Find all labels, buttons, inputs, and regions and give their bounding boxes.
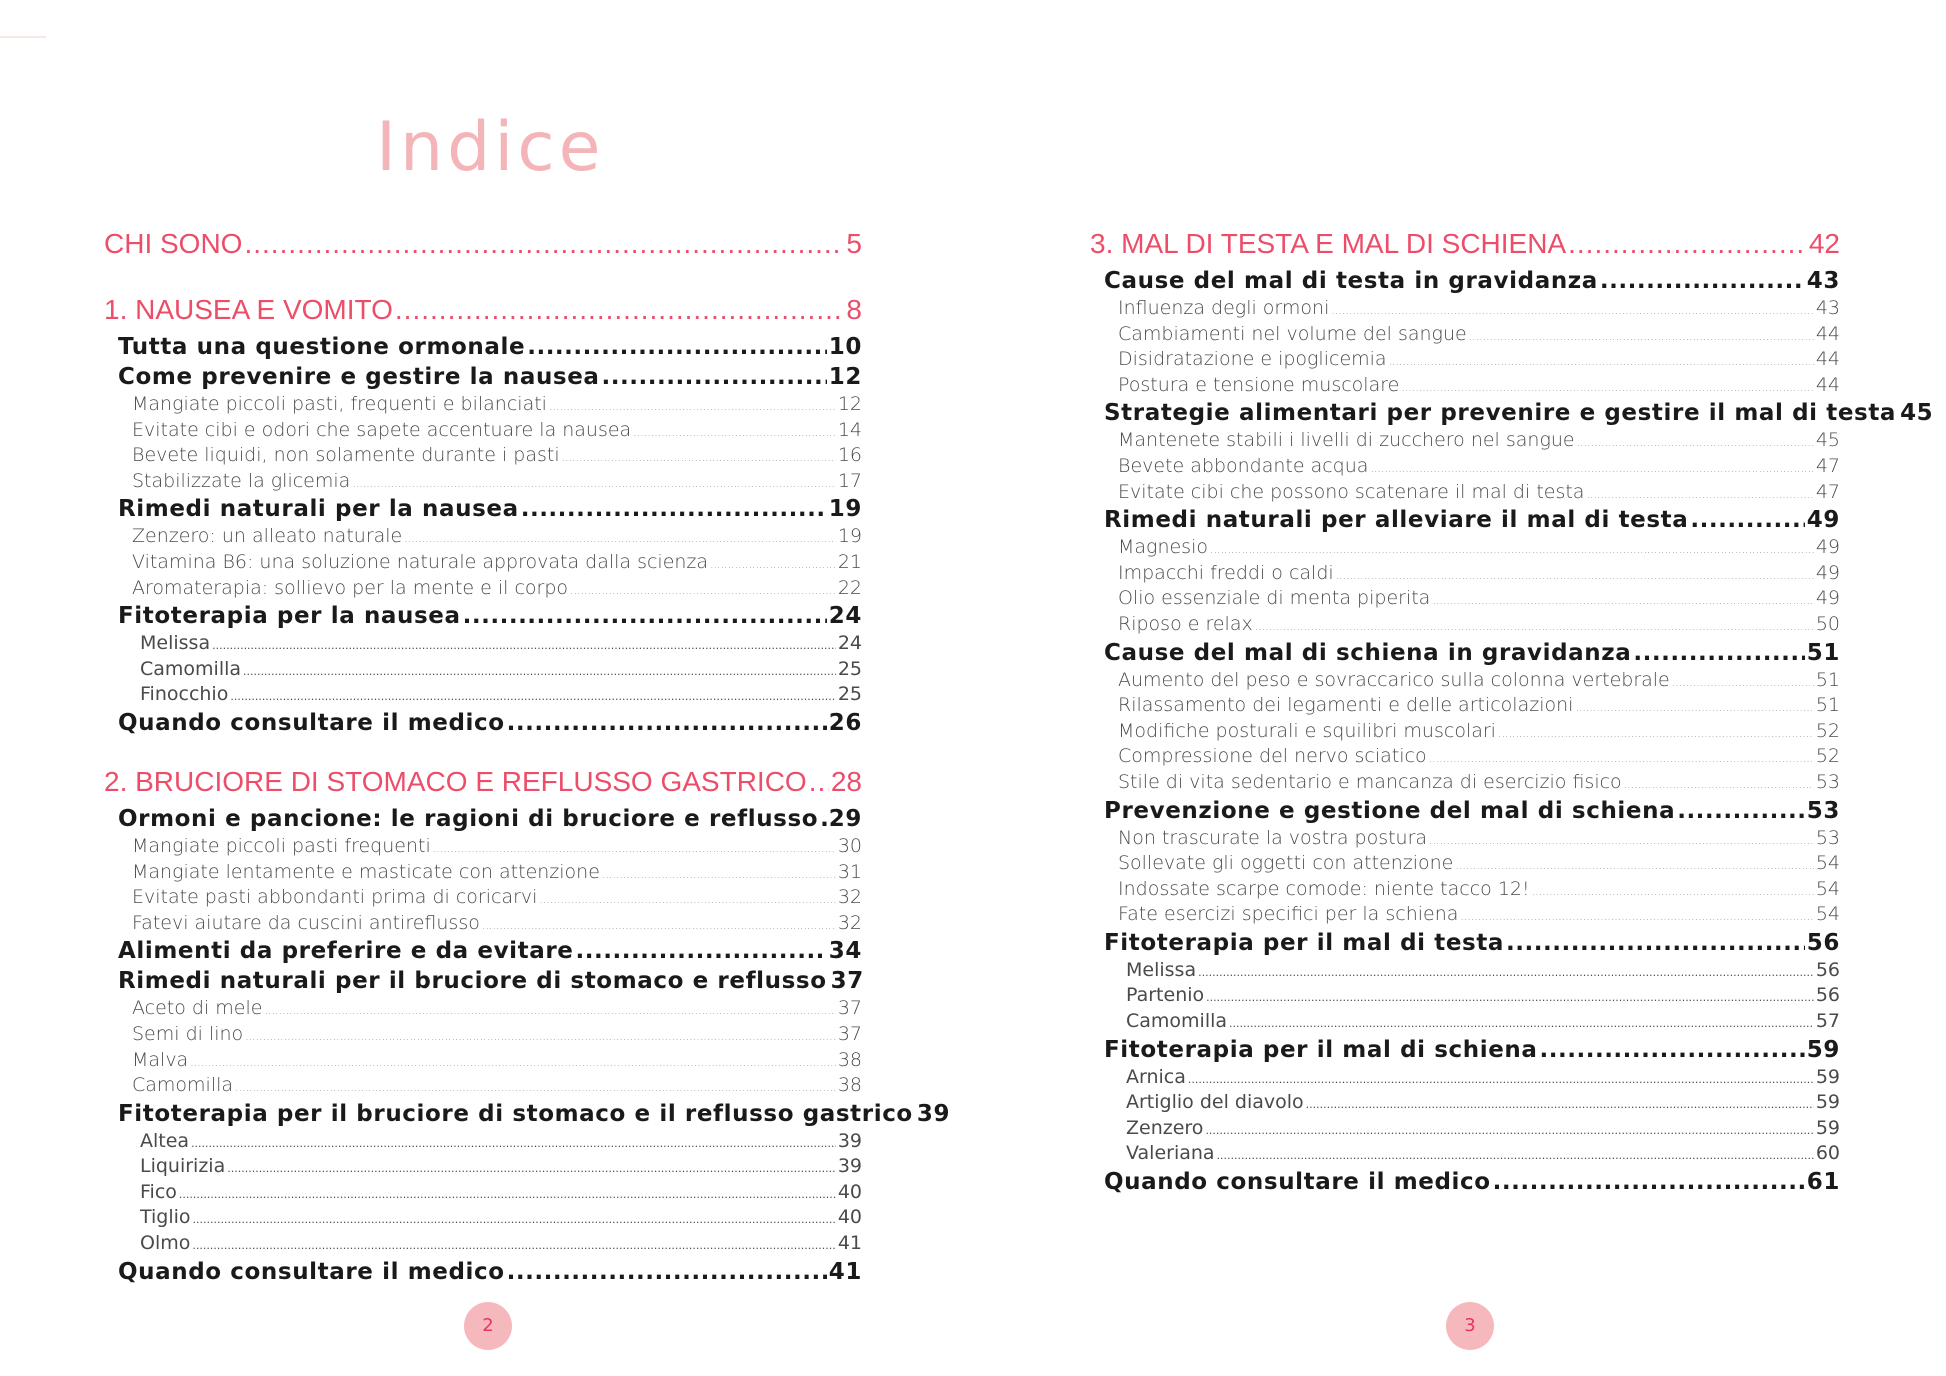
toc-entry-level-2[interactable] — [1090, 1167, 1840, 1197]
dot-leader — [395, 288, 845, 332]
toc-entry-title: Rilassamento dei legamenti e delle articolazioni — [1118, 694, 1574, 717]
toc-entry-level-4[interactable] — [104, 631, 862, 657]
toc-entry-page: 60 — [1815, 1142, 1840, 1165]
toc-entry-page: 16 — [837, 444, 862, 467]
toc-entry-page: 51 — [1815, 668, 1840, 691]
toc-entry-title: Alimenti da preferire e da evitare — [118, 938, 574, 965]
dot-leader — [1577, 428, 1814, 456]
toc-entry-title: Evitate cibi che possono scatenare il mal di testa — [1118, 480, 1585, 503]
toc-entry-page: 52 — [1815, 745, 1840, 768]
toc-entry-title: Fitoterapia per il mal di testa — [1104, 929, 1505, 956]
toc-entry-level-2[interactable] — [104, 1099, 951, 1129]
toc-right — [1090, 222, 1934, 1197]
dot-leader — [1460, 902, 1813, 930]
toc-entry-title: Malva — [132, 1048, 189, 1071]
dot-leader — [570, 576, 836, 604]
toc-entry-title: Come prevenire e gestire la nausea — [118, 364, 600, 390]
toc-entry-title: 2. BRUCIORE DI STOMACO E REFLUSSO GASTRICO — [104, 765, 807, 797]
toc-entry-page: 47 — [1815, 454, 1840, 477]
dot-leader — [1198, 958, 1814, 986]
toc-entry-page: 41 — [828, 1258, 862, 1285]
toc-entry-page: 52 — [1815, 719, 1840, 742]
toc-entry-page: 40 — [837, 1206, 862, 1229]
toc-entry-title: Magnesio — [1118, 536, 1208, 559]
toc-entry-title: Semi di lino — [132, 1022, 244, 1045]
toc-entry-title: Non trascurate la vostra postura — [1118, 826, 1428, 849]
toc-entry-title: Olio essenziale di menta piperita — [1118, 587, 1431, 610]
dot-leader — [404, 524, 836, 552]
toc-entry-page: 56 — [1806, 929, 1840, 956]
dot-leader — [562, 443, 836, 471]
toc-entry-title: Valeriana — [1126, 1142, 1215, 1165]
toc-entry-level-4[interactable] — [104, 1231, 862, 1257]
toc-entry-page: 17 — [837, 469, 862, 492]
dot-leader — [1331, 296, 1813, 324]
toc-entry-level-2[interactable] — [104, 708, 862, 738]
dot-leader — [809, 760, 829, 804]
toc-entry-level-3[interactable] — [104, 885, 862, 911]
toc-entry-title: Camomilla — [1126, 1010, 1228, 1033]
dot-leader — [507, 1257, 827, 1287]
dot-leader — [1306, 1090, 1814, 1118]
toc-entry-title: Vitamina B6: una soluzione naturale approvata dalla scienza — [132, 550, 709, 573]
toc-entry-title: Strategie alimentari per prevenire e gestire il mal di testa — [1104, 400, 1897, 427]
toc-entry-page: 59 — [1815, 1065, 1840, 1088]
toc-entry-title: Fitoterapia per il mal di schiena — [1104, 1036, 1538, 1063]
toc-entry-page: 44 — [1815, 373, 1840, 396]
toc-entry-level-1[interactable] — [104, 222, 862, 266]
toc-entry-level-3[interactable] — [1090, 877, 1840, 903]
toc-entry-page: 59 — [1815, 1091, 1840, 1114]
dot-leader — [235, 1073, 836, 1101]
dot-leader — [1469, 322, 1814, 350]
dot-leader — [433, 834, 836, 862]
dot-leader — [192, 1231, 835, 1259]
toc-entry-title: Fate esercizi specifici per la schiena — [1118, 903, 1459, 926]
toc-entry-title: Fico — [140, 1180, 177, 1203]
dot-leader — [193, 1205, 836, 1233]
toc-entry-level-2[interactable] — [1090, 796, 1840, 826]
toc-entry-level-2[interactable] — [104, 601, 862, 631]
toc-entry-title: Tutta una questione ormonale — [118, 334, 526, 360]
toc-entry-title: Stile di vita sedentario e mancanza di esercizio fisico — [1118, 770, 1622, 793]
toc-entry-level-3[interactable] — [1090, 902, 1840, 928]
toc-entry-page: 32 — [837, 886, 862, 909]
toc-entry-level-3[interactable] — [1090, 480, 1840, 506]
toc-entry-page: 54 — [1815, 877, 1840, 900]
dot-leader — [521, 494, 827, 524]
dot-leader — [230, 682, 835, 710]
toc-entry-title: Impacchi freddi o caldi — [1118, 561, 1334, 584]
toc-entry-page: 51 — [1815, 694, 1840, 717]
toc-entry-title: Rimedi naturali per la nausea — [118, 496, 519, 523]
toc-entry-level-3[interactable] — [104, 1022, 862, 1048]
toc-left — [104, 222, 951, 1287]
dot-leader — [1493, 1167, 1805, 1197]
toc-entry-level-2[interactable] — [104, 804, 862, 834]
toc-entry-level-2[interactable] — [104, 332, 862, 362]
toc-entry-level-3[interactable] — [104, 576, 862, 602]
dot-leader — [227, 1154, 836, 1182]
dot-leader — [1677, 796, 1805, 826]
toc-entry-page: 32 — [837, 911, 862, 934]
dot-leader — [1370, 454, 1813, 482]
toc-entry-page: 53 — [1806, 797, 1840, 824]
dot-leader — [1506, 928, 1805, 958]
toc-entry-title: Artiglio del diavolo — [1126, 1091, 1304, 1114]
dot-leader — [527, 332, 827, 362]
toc-entry-page: 49 — [1815, 587, 1840, 610]
toc-entry-level-4[interactable] — [1090, 958, 1840, 984]
toc-entry-page: 45 — [1900, 400, 1934, 427]
toc-entry-title: Evitate pasti abbondanti prima di coricarvi — [132, 886, 538, 909]
toc-entry-level-3[interactable] — [104, 418, 862, 444]
toc-entry-title: Indossate scarpe comode: niente tacco 12! — [1118, 877, 1530, 900]
toc-entry-title: Sollevate gli oggetti con attenzione — [1118, 852, 1454, 875]
toc-entry-page: 30 — [837, 834, 862, 857]
toc-entry-level-3[interactable] — [1090, 535, 1840, 561]
toc-entry-level-3[interactable] — [1090, 668, 1840, 694]
toc-entry-level-2[interactable] — [1090, 638, 1840, 668]
toc-entry-title: Arnica — [1126, 1065, 1186, 1088]
toc-entry-title: Mangiate piccoli pasti, frequenti e bilanciati — [132, 393, 547, 415]
toc-entry-page: 26 — [828, 709, 862, 736]
toc-entry-page: 49 — [1815, 536, 1840, 559]
dot-leader — [1401, 373, 1814, 401]
toc-entry-level-2[interactable] — [1090, 928, 1840, 958]
dot-leader — [1336, 561, 1814, 589]
toc-entry-level-3[interactable] — [1090, 719, 1840, 745]
dot-leader — [1586, 480, 1813, 508]
toc-entry-title: Cambiamenti nel volume del sangue — [1118, 322, 1467, 345]
toc-entry-title: Melissa — [1126, 958, 1197, 981]
toc-entry-title: Aceto di mele — [132, 997, 263, 1020]
toc-entry-page: 34 — [828, 938, 862, 965]
toc-entry-page: 5 — [846, 228, 862, 259]
dot-leader — [264, 996, 835, 1024]
dot-leader — [243, 657, 836, 685]
toc-entry-level-1[interactable] — [1090, 222, 1840, 266]
toc-entry-title: Olmo — [140, 1232, 191, 1255]
dot-leader — [1672, 668, 1814, 696]
toc-entry-title: Stabilizzate la glicemia — [132, 469, 351, 492]
toc-entry-level-3[interactable] — [1090, 826, 1840, 852]
toc-entry-level-3[interactable] — [104, 996, 862, 1022]
toc-entry-page: 24 — [828, 603, 862, 630]
dot-leader — [633, 418, 836, 446]
dot-leader — [191, 1129, 836, 1157]
dot-leader — [179, 1180, 836, 1208]
toc-entry-page: 8 — [846, 294, 862, 325]
toc-entry-page: 31 — [837, 860, 862, 883]
toc-entry-level-4[interactable] — [104, 657, 862, 683]
toc-entry-level-3[interactable] — [1090, 296, 1840, 322]
toc-entry-title: Quando consultare il medico — [118, 709, 505, 736]
dot-leader — [820, 804, 827, 834]
toc-entry-level-3[interactable] — [1090, 744, 1840, 770]
toc-entry-page: 19 — [828, 496, 862, 523]
toc-entry-level-3[interactable] — [104, 1048, 862, 1074]
toc-entry-level-1[interactable] — [104, 760, 862, 804]
page-number-left: 2 — [464, 1302, 512, 1350]
toc-entry-level-2[interactable] — [104, 362, 862, 392]
toc-entry-level-2[interactable] — [104, 1257, 862, 1287]
toc-entry-level-4[interactable] — [104, 1154, 862, 1180]
toc-entry-title: Bevete liquidi, non solamente durante i pasti — [132, 444, 560, 467]
toc-entry-page: 51 — [1806, 639, 1840, 666]
dot-leader — [1255, 612, 1814, 640]
toc-entry-level-3[interactable] — [1090, 322, 1840, 348]
toc-entry-title: Fatevi aiutare da cuscini antireflusso — [132, 911, 480, 934]
toc-entry-level-3[interactable] — [1090, 693, 1840, 719]
toc-entry-level-3[interactable] — [104, 834, 862, 860]
toc-entry-page: 59 — [1815, 1116, 1840, 1139]
dot-leader — [1575, 693, 1813, 721]
toc-entry-page: 59 — [1806, 1036, 1840, 1063]
toc-entry-title: Camomilla — [132, 1074, 234, 1097]
toc-entry-level-3[interactable] — [1090, 851, 1840, 877]
dot-leader — [602, 860, 836, 888]
toc-entry-page: 44 — [1815, 322, 1840, 345]
toc-entry-page: 28 — [830, 765, 862, 797]
dot-leader — [1429, 826, 1814, 854]
toc-entry-title: Riposo e relax — [1118, 612, 1253, 635]
dot-leader — [1188, 1065, 1814, 1093]
toc-entry-level-3[interactable] — [1090, 347, 1840, 373]
dot-leader — [710, 550, 836, 578]
toc-entry-level-4[interactable] — [104, 1129, 862, 1155]
page-number-right: 3 — [1446, 1302, 1494, 1350]
toc-entry-page: 56 — [1815, 958, 1840, 981]
toc-entry-level-4[interactable] — [104, 682, 862, 708]
toc-entry-page: 41 — [837, 1232, 862, 1255]
toc-entry-page: 37 — [837, 1022, 862, 1045]
toc-entry-page: 37 — [830, 968, 864, 995]
dot-leader — [1429, 744, 1814, 772]
toc-entry-page: 49 — [1815, 561, 1840, 584]
toc-entry-level-2[interactable] — [104, 494, 862, 524]
dot-leader — [507, 708, 827, 738]
toc-entry-level-3[interactable] — [1090, 454, 1840, 480]
toc-entry-page: 25 — [837, 683, 862, 706]
toc-spacer — [104, 266, 862, 288]
toc-entry-title: Compressione del nervo sciatico — [1118, 745, 1427, 768]
toc-entry-title: CHI SONO — [104, 228, 243, 259]
dot-leader — [1229, 1009, 1814, 1037]
toc-entry-title: Aromaterapia: sollievo per la mente e il corpo — [132, 576, 569, 599]
toc-entry-title: Modifiche posturali e squilibri muscolari — [1118, 719, 1496, 742]
dot-leader — [352, 469, 836, 497]
dot-leader — [1624, 770, 1814, 798]
dot-leader — [1205, 1116, 1813, 1144]
toc-entry-title: 1. NAUSEA E VOMITO — [104, 294, 393, 325]
toc-entry-title: Camomilla — [140, 657, 242, 680]
dot-leader — [190, 1048, 836, 1076]
dot-leader — [539, 885, 835, 913]
toc-entry-title: Quando consultare il medico — [118, 1258, 505, 1285]
dot-leader — [1217, 1141, 1814, 1169]
toc-entry-level-3[interactable] — [104, 469, 862, 495]
toc-entry-page: 12 — [837, 393, 862, 415]
dot-leader — [1455, 851, 1813, 879]
toc-entry-title: Mantenete stabili i livelli di zucchero nel sangue — [1118, 429, 1575, 452]
toc-entry-title: Zenzero — [1126, 1116, 1204, 1139]
toc-entry-page: 22 — [837, 576, 862, 599]
toc-entry-level-4[interactable] — [1090, 983, 1840, 1009]
toc-entry-title: 3. MAL DI TESTA E MAL DI SCHIENA — [1090, 228, 1567, 259]
toc-spacer — [104, 738, 862, 760]
toc-entry-title: Postura e tensione muscolare — [1118, 373, 1400, 396]
toc-entry-level-2[interactable] — [1090, 505, 1840, 535]
toc-entry-level-4[interactable] — [1090, 1116, 1840, 1142]
toc-entry-title: Tiglio — [140, 1206, 191, 1229]
toc-entry-title: Bevete abbondante acqua — [1118, 454, 1369, 477]
dot-leader — [602, 362, 827, 392]
toc-entry-page: 45 — [1815, 429, 1840, 452]
toc-entry-title: Evitate cibi e odori che sapete accentuare la nausea — [132, 418, 632, 441]
corner-mark — [0, 36, 46, 38]
toc-entry-title: Prevenzione e gestione del mal di schiena — [1104, 797, 1676, 824]
toc-entry-page: 53 — [1815, 770, 1840, 793]
dot-leader — [1690, 505, 1804, 535]
toc-entry-level-3[interactable] — [104, 1073, 862, 1099]
toc-entry-title: Finocchio — [140, 683, 229, 706]
toc-entry-title: Ormoni e pancione: le ragioni di bruciore e reflusso — [118, 805, 819, 832]
toc-entry-title: Rimedi naturali per il bruciore di stomaco e reflusso — [118, 968, 827, 995]
dot-leader — [482, 911, 836, 939]
toc-entry-title: Cause del mal di schiena in gravidanza — [1104, 639, 1632, 666]
toc-entry-level-4[interactable] — [104, 1180, 862, 1206]
toc-entry-page: 38 — [837, 1048, 862, 1071]
toc-entry-level-3[interactable] — [104, 550, 862, 576]
toc-entry-page: 37 — [837, 997, 862, 1020]
toc-entry-level-1[interactable] — [104, 288, 862, 332]
toc-entry-title: Mangiate lentamente e masticate con attenzione — [132, 860, 600, 883]
toc-entry-page: 43 — [1815, 297, 1840, 319]
dot-leader — [1498, 719, 1814, 747]
toc-entry-level-2[interactable] — [1090, 398, 1934, 428]
toc-entry-page: 61 — [1806, 1169, 1840, 1196]
toc-entry-page: 38 — [837, 1074, 862, 1097]
toc-entry-page: 57 — [1815, 1010, 1840, 1033]
dot-leader — [1206, 983, 1814, 1011]
toc-entry-level-2[interactable] — [104, 966, 862, 996]
dot-leader — [1633, 638, 1804, 668]
toc-entry-page: 21 — [837, 550, 862, 573]
toc-entry-level-4[interactable] — [1090, 1065, 1840, 1091]
toc-entry-page: 29 — [828, 805, 862, 832]
toc-entry-level-4[interactable] — [1090, 1141, 1840, 1167]
dot-leader — [463, 601, 827, 631]
toc-entry-title: Rimedi naturali per alleviare il mal di testa — [1104, 507, 1689, 534]
toc-entry-page: 47 — [1815, 480, 1840, 503]
toc-entry-level-3[interactable] — [1090, 428, 1840, 454]
toc-entry-level-2[interactable] — [104, 936, 862, 966]
toc-entry-page: 42 — [1808, 228, 1840, 259]
toc-entry-title: Fitoterapia per la nausea — [118, 603, 461, 630]
toc-entry-page: 40 — [837, 1180, 862, 1203]
dot-leader — [1432, 586, 1813, 614]
dot-leader — [1540, 1035, 1805, 1065]
toc-entry-page: 50 — [1815, 612, 1840, 635]
toc-entry-page: 56 — [1815, 984, 1840, 1007]
toc-entry-level-2[interactable] — [1090, 266, 1840, 296]
toc-entry-level-3[interactable] — [104, 860, 862, 886]
toc-entry-level-3[interactable] — [104, 392, 862, 418]
dot-leader — [212, 631, 836, 659]
toc-entry-page: 24 — [837, 632, 862, 655]
toc-entry-page: 49 — [1806, 507, 1840, 534]
toc-entry-title: Aumento del peso e sovraccarico sulla colonna vertebrale — [1118, 668, 1670, 691]
toc-entry-title: Liquirizia — [140, 1155, 226, 1178]
toc-entry-page: 12 — [828, 364, 862, 390]
page-title: Indice — [376, 108, 605, 187]
toc-entry-title: Cause del mal di testa in gravidanza — [1104, 268, 1598, 294]
toc-entry-page: 10 — [828, 334, 862, 360]
dot-leader — [244, 222, 844, 266]
toc-entry-level-3[interactable] — [104, 443, 862, 469]
toc-entry-title: Fitoterapia per il bruciore di stomaco e il reflusso gastrico — [118, 1100, 913, 1127]
toc-entry-title: Influenza degli ormoni — [1118, 297, 1330, 319]
toc-entry-title: Partenio — [1126, 984, 1205, 1007]
toc-entry-level-3[interactable] — [1090, 586, 1840, 612]
toc-entry-page: 53 — [1815, 826, 1840, 849]
toc-entry-page: 39 — [916, 1100, 951, 1127]
toc-entry-page: 54 — [1815, 903, 1840, 926]
toc-entry-level-3[interactable] — [1090, 561, 1840, 587]
toc-entry-title: Altea — [140, 1129, 190, 1152]
dot-leader — [245, 1022, 836, 1050]
dot-leader — [1389, 347, 1814, 375]
toc-entry-level-4[interactable] — [1090, 1090, 1840, 1116]
toc-entry-level-3[interactable] — [104, 911, 862, 937]
toc-entry-title: Quando consultare il medico — [1104, 1169, 1491, 1196]
toc-entry-page: 39 — [837, 1155, 862, 1178]
dot-leader — [576, 936, 827, 966]
toc-entry-page: 44 — [1815, 348, 1840, 371]
toc-entry-page: 39 — [837, 1129, 862, 1152]
dot-leader — [1600, 266, 1805, 296]
dot-leader — [1532, 877, 1814, 905]
toc-entry-page: 43 — [1806, 268, 1840, 294]
toc-entry-level-2[interactable] — [1090, 1035, 1840, 1065]
toc-entry-title: Zenzero: un alleato naturale — [132, 525, 403, 548]
toc-entry-title: Disidratazione e ipoglicemia — [1118, 348, 1387, 371]
toc-entry-title: Mangiate piccoli pasti frequenti — [132, 834, 431, 857]
toc-entry-page: 54 — [1815, 852, 1840, 875]
dot-leader — [1210, 535, 1814, 563]
toc-entry-level-4[interactable] — [104, 1205, 862, 1231]
toc-entry-page: 19 — [837, 525, 862, 548]
toc-entry-page: 25 — [837, 657, 862, 680]
toc-entry-page: 14 — [837, 418, 862, 441]
toc-entry-level-4[interactable] — [1090, 1009, 1840, 1035]
toc-entry-level-3[interactable] — [1090, 770, 1840, 796]
dot-leader — [549, 392, 836, 420]
toc-entry-level-3[interactable] — [104, 524, 862, 550]
toc-entry-title: Melissa — [140, 632, 211, 655]
toc-entry-level-3[interactable] — [1090, 612, 1840, 638]
toc-entry-level-3[interactable] — [1090, 373, 1840, 399]
dot-leader — [1568, 222, 1807, 266]
